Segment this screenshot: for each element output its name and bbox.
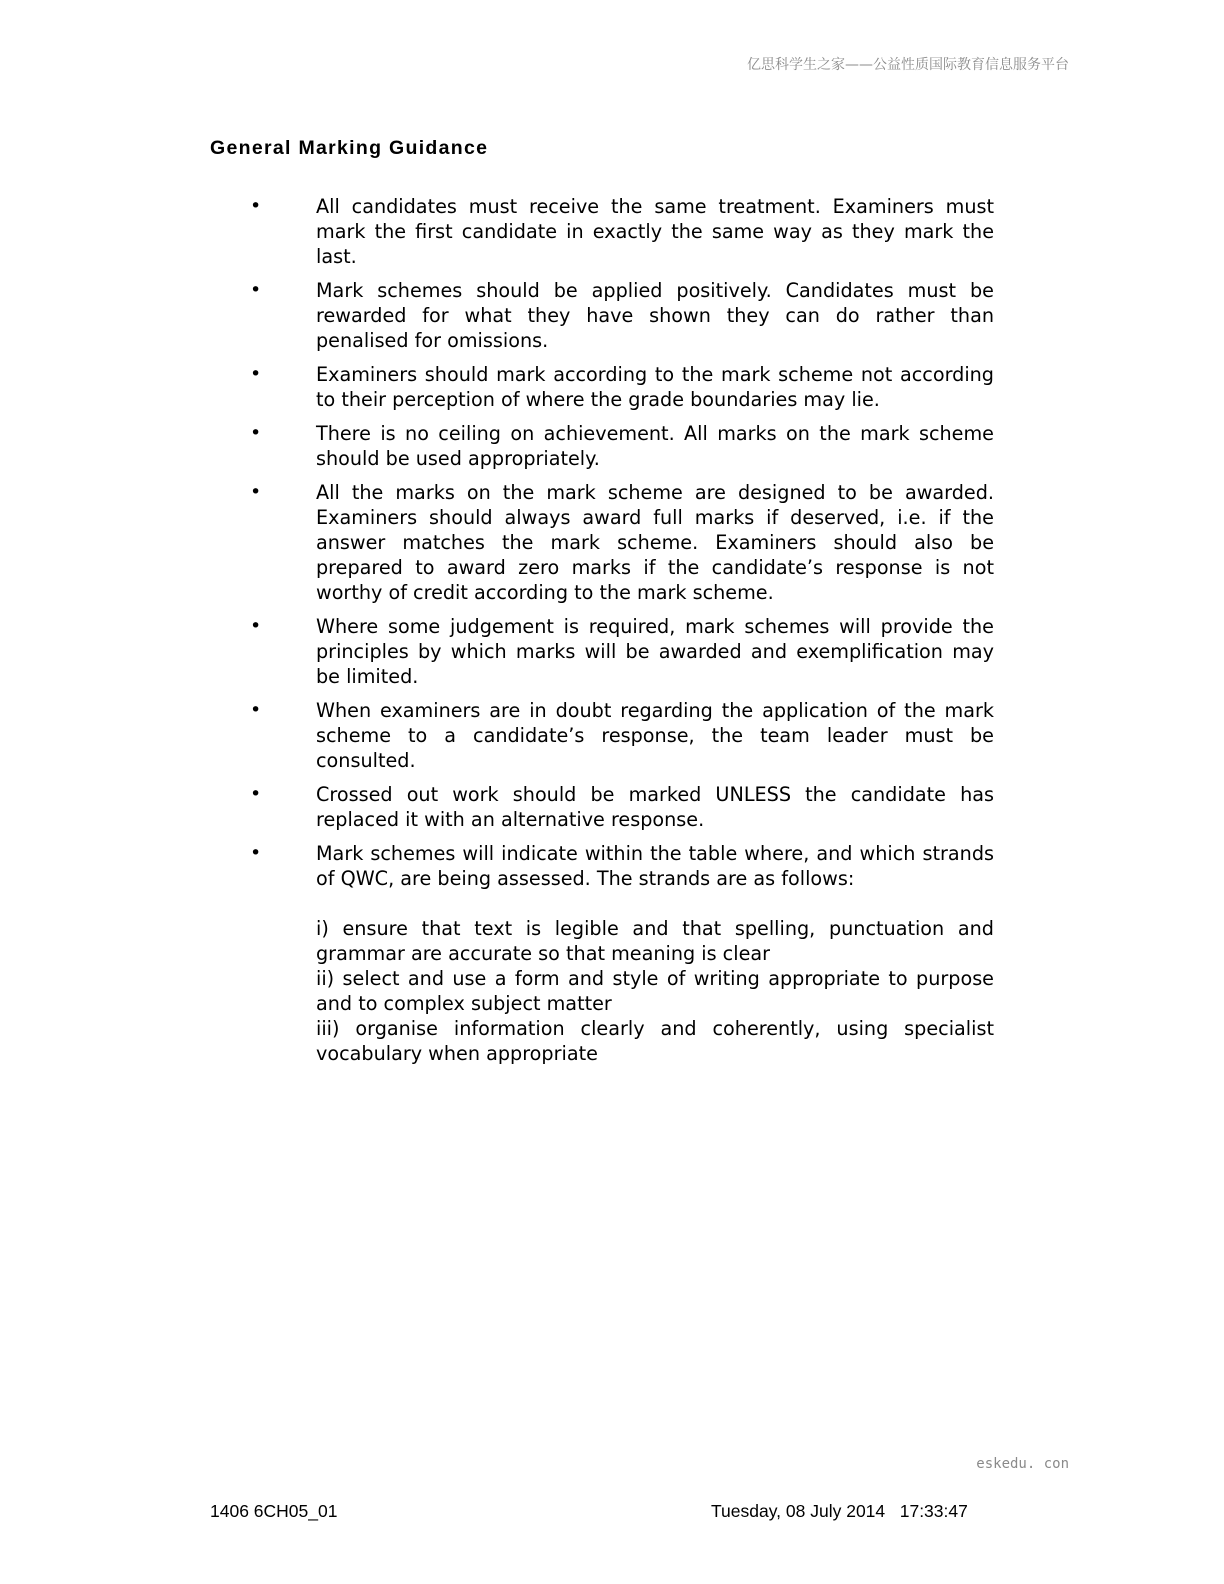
guidance-text: Examiners should mark according to the mark scheme not according to their perception of where the grade boundaries may lie. [316, 363, 994, 411]
watermark-footer: eskedu. con [976, 1456, 1069, 1472]
bullet-icon: • [250, 363, 262, 385]
guidance-text: There is no ceiling on achievement. All marks on the mark scheme should be used appropriately. [316, 422, 994, 470]
bullet-icon: • [250, 699, 262, 721]
guidance-item-8 [0, 782, 1224, 832]
qwc-strand-1: i) ensure that text is legible and that spelling, punctuation and grammar are accurate so that meaning is clear [316, 917, 994, 965]
guidance-item-5 [0, 480, 1224, 605]
bullet-icon: • [250, 279, 262, 301]
guidance-item-1 [0, 194, 1224, 269]
bullet-icon: • [250, 615, 262, 637]
guidance-text: Mark schemes should be applied positively. Candidates must be rewarded for what they have shown they can do rather than penalised for omissions. [316, 279, 994, 352]
guidance-text: Mark schemes will indicate within the table where, and which strands of QWC, are being assessed. The strands are as follows: [316, 842, 994, 890]
guidance-text: All the marks on the mark scheme are designed to be awarded. Examiners should always award full marks if deserved, i.e. if the answer matches the mark scheme. Examiners should also be prepared to award zero marks if the candidate’s response is not worthy of credit according to the mark scheme. [316, 481, 994, 604]
bullet-icon: • [250, 481, 262, 503]
qwc-strand-2: ii) select and use a form and style of writing appropriate to purpose and to complex subject matter [316, 967, 994, 1015]
guidance-text-container [316, 841, 994, 1066]
qwc-strands [316, 916, 994, 1066]
bullet-icon: • [250, 842, 262, 864]
paper-code: 1406 6CH05_01 [210, 1501, 338, 1521]
guidance-item-7 [0, 698, 1224, 773]
bullet-icon: • [250, 783, 262, 805]
bullet-icon: • [250, 422, 262, 444]
guidance-text: Where some judgement is required, mark schemes will provide the principles by which marks will be awarded and exemplification may be limited. [316, 615, 994, 688]
print-datetime: Tuesday, 08 July 2014 17:33:47 [711, 1501, 968, 1521]
guidance-text: Crossed out work should be marked UNLESS the candidate has replaced it with an alternative response. [316, 783, 994, 831]
guidance-text: When examiners are in doubt regarding the application of the mark scheme to a candidate’s response, the team leader must be consulted. [316, 699, 994, 772]
guidance-item-4 [0, 421, 1224, 471]
guidance-item-6 [0, 614, 1224, 689]
guidance-item-3 [0, 362, 1224, 412]
watermark-header: 亿思科学生之家——公益性质国际教育信息服务平台 [747, 57, 1069, 73]
guidance-item-2 [0, 278, 1224, 353]
bullet-icon: • [250, 195, 262, 217]
guidance-text: All candidates must receive the same treatment. Examiners must mark the first candidate in exactly the same way as they mark the last. [316, 195, 994, 268]
guidance-item-9 [0, 841, 1224, 1066]
guidance-list [0, 194, 1224, 1075]
qwc-strand-3: iii) organise information clearly and coherently, using specialist vocabulary when appropriate [316, 1017, 994, 1065]
page-heading: General Marking Guidance [210, 137, 489, 159]
